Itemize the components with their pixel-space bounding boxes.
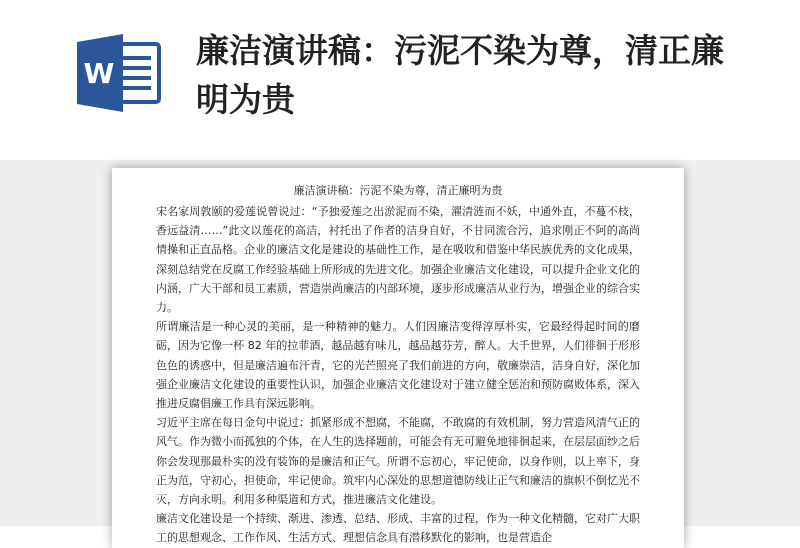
paragraph: 宋名家周敦颐的爱莲说曾说过：“予独爱莲之出淤泥而不染，濯清涟而不妖，中通外直，不蔓不枝，香远益清……”此文以莲花的高洁，衬托出了作者的洁身自好，不甘同流合污，追求刚正不阿的高尚情操和正直品格。企业的廉洁文化是建设的基础性工作，是在吸收和借鉴中华民族优秀的文化成果，深刻总结党在反腐工作经验基础上所形成的先进文化。加强企业廉洁文化建设，可以提升企业文化的内涵，广大干部和员工素质，营造崇尚廉洁的内部环境，逐步形成廉洁从业行为，增强企业的综合实力。 (156, 205, 640, 315)
document-heading: 廉洁演讲稿：污泥不染为尊，清正廉明为贵 (293, 184, 503, 197)
paragraph: 廉洁文化建设是一个持续、渐进、渗透、总结、形成、丰富的过程，作为一种文化精髓，它对广大职工的思想观念、工作作风、生活方式、理想信念具有潜移默化的影响，也是营造企 (156, 512, 640, 545)
word-icon (77, 34, 163, 112)
word-icon-letter: W (83, 57, 115, 90)
document-body (156, 202, 640, 548)
document-page (112, 168, 684, 548)
page-header (0, 0, 800, 160)
paragraph: 习近平主席在每日金句中说过：抓紧形成不想腐，不能腐，不敢腐的有效机制，努力营造风清气正的风气。作为微小而孤独的个体，在人生的选择题前，可能会有无可避免地徘徊起来，在层层面纱之后你会发现那最朴实的没有装饰的是廉洁和正气。所谓不忘初心，牢记使命，以身作则，以上率下，身正为范，守初心，担使命，牢记使命。筑牢内心深处的思想道德防线让正气和廉洁的旗帜不倒忆光不灭，方向永明。利用多种渠道和方式，推进廉洁文化建设。 (156, 416, 640, 507)
page-title: 廉洁演讲稿：污泥不染为尊，清正廉明为贵 (196, 31, 724, 119)
paragraph: 所谓廉洁是一种心灵的美丽，是一种精神的魅力。人们因廉洁变得淳厚朴实，它最经得起时间的磨砺，因为它像一杯 82 年的拉菲酒，越品越有味儿，越品越芬芳，醉人。大千世界，人们徘徊于形形色色的诱惑中，但是廉洁遍布汗青，它的光芒照亮了我们前进的方向，敬廉崇洁，洁身自好，深化加强企业廉洁文化建设的重要性认识，加强企业廉洁文化建设对于建立健全惩治和预防腐败体系，深入推进反腐倡廉工作具有深远影响。 (156, 320, 640, 411)
